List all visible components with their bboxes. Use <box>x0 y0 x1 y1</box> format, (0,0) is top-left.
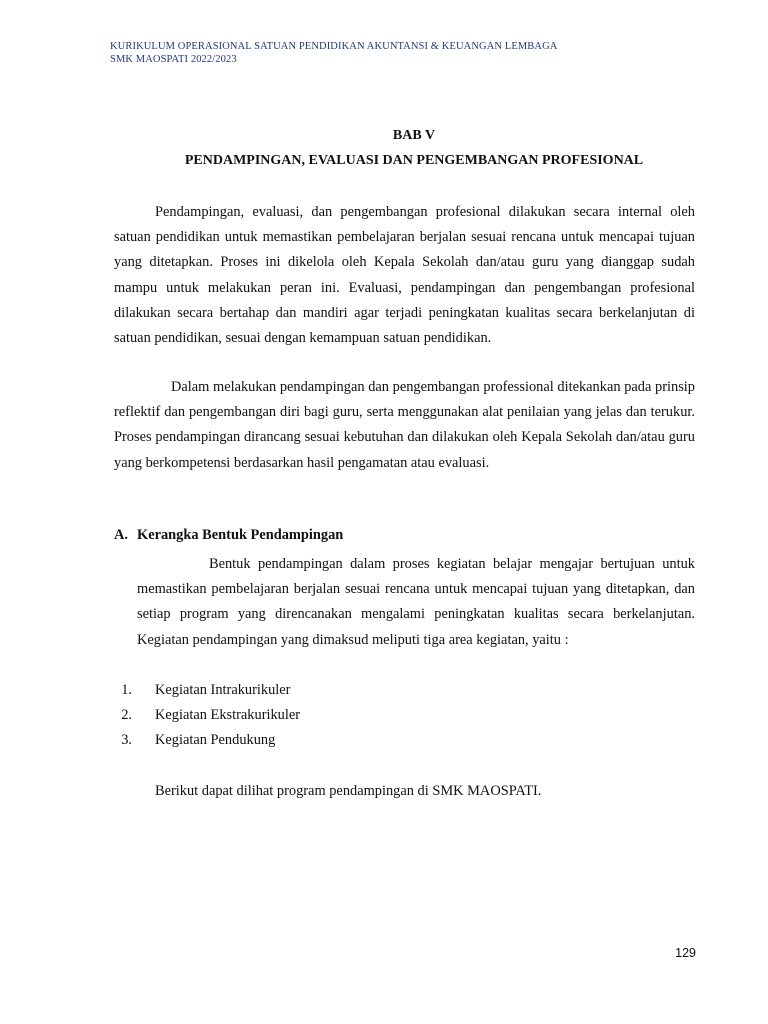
section-a-title: Kerangka Bentuk Pendampingan <box>137 527 344 543</box>
list-item <box>114 728 300 753</box>
list-item <box>114 703 300 728</box>
list-item <box>114 678 300 703</box>
chapter-title: PENDAMPINGAN, EVALUASI DAN PENGEMBANGAN PROFESIONAL <box>184 153 644 168</box>
list-item-number: 3. <box>121 732 132 749</box>
section-a-marker: A. <box>114 527 128 543</box>
page-number: 129 <box>675 946 696 960</box>
section-a-heading <box>114 527 343 544</box>
list-item-text: Kegiatan Ekstrakurikuler <box>155 707 301 724</box>
intro-paragraph-2: Dalam melakukan pendampingan dan pengembangan professional ditekankan pada prinsip reflektif dan pengembangan diri bagi guru, serta menggunakan alat penilaian yang jelas dan terukur. Proses pendampingan dirancang sesuai kebutuhan dan dilakukan oleh Kepala Sekolah dan/atau guru yang berkompetensi berdasarkan hasil pengamatan atau evaluasi. <box>114 379 695 471</box>
list-item-number: 1. <box>121 682 132 698</box>
list-item-text: Kegiatan Intrakurikuler <box>155 682 291 698</box>
list-item-text: Kegiatan Pendukung <box>155 732 276 749</box>
closing-sentence: Berikut dapat dilihat program pendampingan di SMK MAOSPATI. <box>155 783 542 799</box>
header-title-line: KURIKULUM OPERASIONAL SATUAN PENDIDIKAN AKUNTANSI & KEUANGAN LEMBAGA <box>110 41 558 52</box>
chapter-number: BAB V <box>392 128 436 143</box>
intro-paragraph-1: Pendampingan, evaluasi, dan pengembangan profesional dilakukan secara internal oleh satuan pendidikan untuk memastikan pembelajaran berjalan sesuai rencana untuk mencapai tujuan yang ditetapkan. Proses ini dikelola oleh Kepala Sekolah dan/atau guru yang dianggap sudah mampu untuk melakukan peran ini. Evaluasi, pendampingan dan pengembangan profesional dilakukan secara bertahap dan mandiri agar terjadi peningkatan kualitas secara berkelanjutan di satuan pendidikan, sesuai dengan kemampuan satuan pendidikan. <box>114 204 695 347</box>
section-a-paragraph: Bentuk pendampingan dalam proses kegiatan belajar mengajar bertujuan untuk memastikan pembelajaran berjalan sesuai rencana untuk mencapai tujuan yang ditetapkan, dan setiap program yang direncanakan mengalami peningkatan kualitas secara berkelanjutan. Kegiatan pendampingan yang dimaksud meliputi tiga area kegiatan, yaitu : <box>137 556 695 648</box>
list-item-number: 2. <box>121 707 132 724</box>
header-school-line: SMK MAOSPATI 2022/2023 <box>110 54 237 65</box>
document-header <box>110 40 557 66</box>
activity-list <box>114 678 300 754</box>
